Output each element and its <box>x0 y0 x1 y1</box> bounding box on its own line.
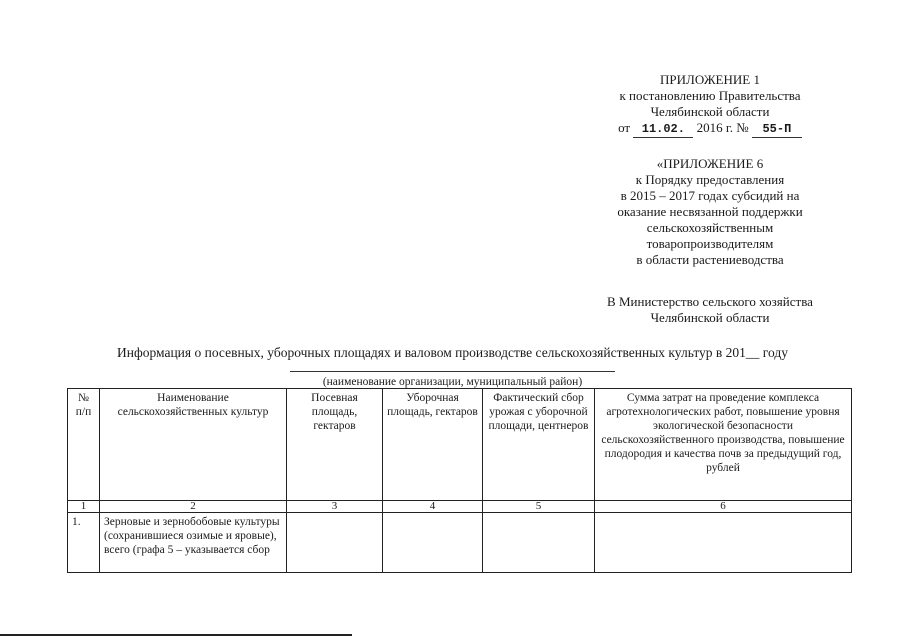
appendix-6-block <box>560 156 860 268</box>
appendix-6-line: «ПРИЛОЖЕНИЕ 6 <box>656 156 764 171</box>
row-crop-name: Зерновые и зернобобовые культуры (сохранившиеся озимые и яровые), всего (графа 5 – указывается сбор <box>100 513 287 573</box>
appendix-1-line-3: Челябинской области <box>650 104 770 119</box>
appendix-1-block <box>560 72 860 138</box>
row-cost-sum <box>595 513 852 573</box>
appendix-6-line: товаропроизводителям <box>646 236 774 251</box>
date-value: 11.02. <box>633 121 693 138</box>
row-harvested-area <box>383 513 483 573</box>
appendix-6-line: оказание несвязанной поддержки <box>617 204 803 219</box>
column-number: 6 <box>595 501 852 513</box>
document-title: Информация о посевных, уборочных площадях и валовом производстве сельскохозяйственных культур в 201__ году <box>117 345 788 360</box>
organization-caption: (наименование организации, муниципальный район) <box>322 376 583 388</box>
recipient-block <box>560 294 860 326</box>
column-number: 1 <box>68 501 100 513</box>
appendix-1-line-2: к постановлению Правительства <box>619 88 801 103</box>
header-num: № п/п <box>68 389 100 501</box>
header-cost-sum: Сумма затрат на проведение комплекса агротехнологических работ, повышение уровня экологической безопасности сельскохозяйственного производства, повышение плодородия и качества почв за предыдущий год, рублей <box>595 389 852 501</box>
appendix-6-line: сельскохозяйственным <box>646 220 774 235</box>
appendix-6-line: в 2015 – 2017 годах субсидий на <box>620 188 800 203</box>
appendix-6-line: в области растениеводства <box>636 252 784 267</box>
document-number: 55-П <box>752 121 802 138</box>
date-prefix: от <box>618 120 631 135</box>
table-column-number-row <box>68 501 852 513</box>
date-year: 2016 г. № <box>696 120 749 135</box>
table-row <box>68 513 852 573</box>
appendix-1-title: ПРИЛОЖЕНИЕ 1 <box>660 72 760 87</box>
recipient-line-1: В Министерство сельского хозяйства <box>607 294 813 309</box>
organization-underline <box>290 371 615 372</box>
row-num: 1. <box>68 513 100 573</box>
column-number: 5 <box>483 501 595 513</box>
recipient-line-2: Челябинской области <box>650 310 770 325</box>
row-sown-area <box>287 513 383 573</box>
column-number: 4 <box>383 501 483 513</box>
crop-info-table <box>67 388 852 573</box>
header-sown-area: Посевная площадь, гектаров <box>287 389 383 501</box>
appendix-6-line: к Порядку предоставления <box>635 172 785 187</box>
column-number: 3 <box>287 501 383 513</box>
appendix-1-date-line <box>560 120 860 138</box>
row-actual-yield <box>483 513 595 573</box>
table-header-row <box>68 389 852 501</box>
footnote-separator <box>0 634 352 636</box>
header-harvested-area: Уборочная площадь, гектаров <box>383 389 483 501</box>
header-crop-name: Наименование сельскохозяйственных культур <box>100 389 287 501</box>
header-actual-yield: Фактический сбор урожая с уборочной площади, центнеров <box>483 389 595 501</box>
column-number: 2 <box>100 501 287 513</box>
